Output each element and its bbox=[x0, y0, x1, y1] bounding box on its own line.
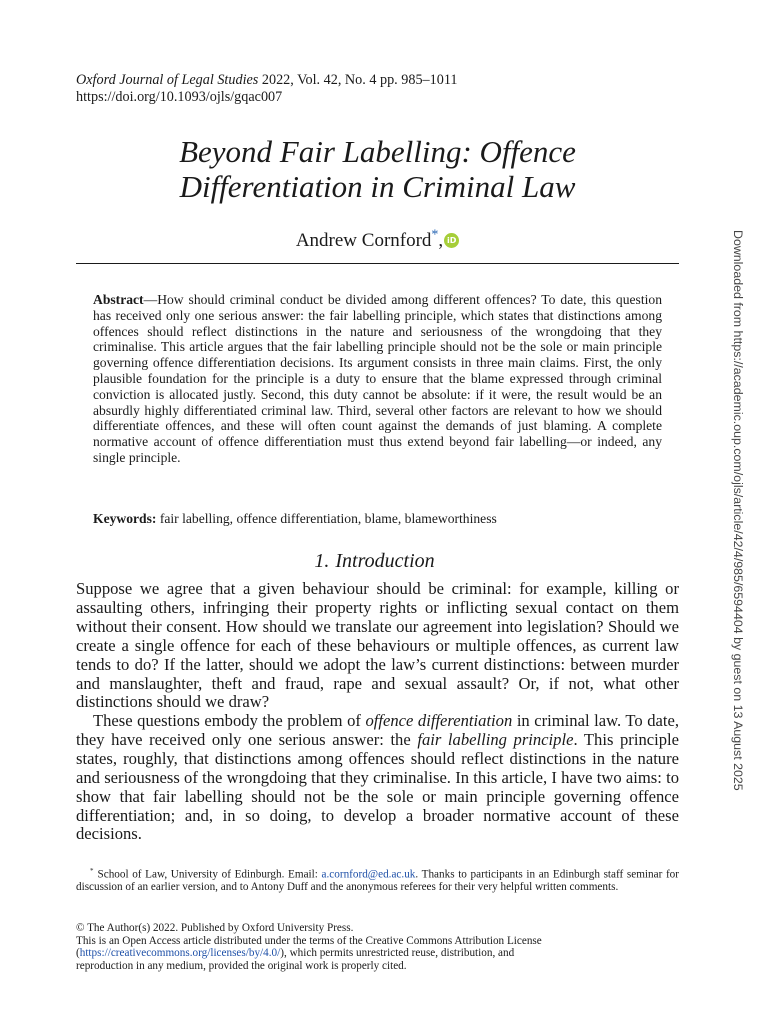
author-line bbox=[76, 229, 679, 253]
paren: ( bbox=[76, 947, 80, 960]
emphasis-term: fair labelling principle bbox=[417, 729, 574, 749]
abstract-text: —How should criminal conduct be divided among different offences? To date, this question has received only one serious answer: the fair labelling principle, which states that distinctions among offences should reflect distinctions in the nature and seriousness of the wrongdoing that they criminalise. This article argues that the fair labelling principle should not be the sole or main principle governing offence differentiation decisions. Its argument consists in three main claims. First, the only plausible foundation for the principle is a duty to ensure that the blame expressed through criminal conviction is allocated justly. Second, this duty cannot be absolute: if it were, the result would be an absurdly highly differentiated criminal law. Third, several other factors are relevant to how we should differentiate offences, and these will often count against the demands of just blaming. A complete normative account of offence differentiation must thus extend beyond fair labelling—or indeed, any single principle. bbox=[93, 292, 662, 465]
license-text: ), which permits unrestricted reuse, distribution, and bbox=[280, 947, 515, 960]
emphasis-term: offence differentiation bbox=[365, 711, 513, 730]
license-line: This is an Open Access article distributed under the terms of the Creative Commons Attribution License bbox=[76, 934, 542, 947]
keywords bbox=[93, 511, 662, 527]
abstract bbox=[93, 292, 662, 466]
intro-paragraph-1: Suppose we agree that a given behaviour should be criminal: for example, killing or assaulting others, infringing their property rights or inflicting sexual contact on them without their consent. How should we translate our agreement into legislation? Should we create a single offence for each of these behaviours or multiple offences, as current law tends to do? If the latter, should we adopt the law’s current distinctions: between murder and manslaughter, theft and fraud, rape and sexual assault? Or, if not, what other distinctions should we draw? bbox=[76, 579, 679, 712]
license-link[interactable]: https://creativecommons.org/licenses/by/4.0/ bbox=[79, 947, 281, 960]
license-line: reproduction in any medium, provided the original work is properly cited. bbox=[76, 959, 407, 972]
paragraph-text: in criminal law. To date, they have received only one serious answer: the bbox=[76, 711, 680, 749]
journal-doi[interactable]: https://doi.org/10.1093/ojls/gqac007 bbox=[76, 89, 283, 105]
author-footnote bbox=[76, 865, 679, 894]
keywords-label: Keywords: bbox=[93, 511, 157, 526]
copyright-line: © The Author(s) 2022. Published by Oxford University Press. bbox=[76, 922, 354, 934]
keywords-text: fair labelling, offence differentiation, blame, blameworthiness bbox=[156, 511, 497, 526]
title-line-2: Differentiation in Criminal Law bbox=[179, 169, 576, 204]
title-line-1: Beyond Fair Labelling: Offence bbox=[179, 134, 576, 169]
intro-paragraph-2 bbox=[76, 712, 679, 844]
license-line bbox=[76, 947, 679, 960]
author-email-link[interactable]: a.cornford@ed.ac.uk bbox=[321, 868, 416, 881]
section-number: 1. bbox=[314, 550, 330, 572]
article-title bbox=[76, 134, 679, 204]
journal-name: Oxford Journal of Legal Studies bbox=[76, 72, 259, 88]
journal-citation: 2022, Vol. 42, No. 4 pp. 985–1011 bbox=[258, 72, 458, 88]
download-watermark: Downloaded from https://academic.oup.com/ojls/article/42/4/985/6594404 by guest on 13 August 2025 bbox=[731, 230, 745, 791]
title-divider bbox=[76, 263, 679, 264]
author-footnote-marker[interactable]: * bbox=[431, 227, 439, 243]
copyright-notice bbox=[76, 922, 679, 972]
footnote-marker: * bbox=[90, 867, 94, 875]
orcid-icon[interactable]: iD bbox=[444, 233, 459, 248]
abstract-label: Abstract bbox=[93, 292, 144, 307]
section-title: Introduction bbox=[335, 550, 435, 572]
footnote-text: . Thanks to participants in an Edinburgh staff seminar for discussion of an earlier version, and to Antony Duff and the anonymous referees for their very helpful written comments. bbox=[76, 868, 679, 894]
paragraph-text: . This principle states, roughly, that distinctions among offences should reflect distinctions in the nature and seriousness of the wrongdoing that they criminalise. In this article, I have two aims: to show that fair labelling should not be the sole or main principle governing offence differentiation; and, in so doing, to develop a broader normative account of these decisions. bbox=[76, 729, 679, 844]
paragraph-text: These questions embody the problem of bbox=[93, 711, 366, 730]
section-heading bbox=[76, 549, 679, 573]
footnote-text: School of Law, University of Edinburgh. Email: bbox=[97, 868, 322, 881]
author-separator: , bbox=[438, 230, 444, 251]
author-name[interactable]: Andrew Cornford bbox=[295, 230, 432, 251]
journal-header bbox=[76, 72, 458, 106]
